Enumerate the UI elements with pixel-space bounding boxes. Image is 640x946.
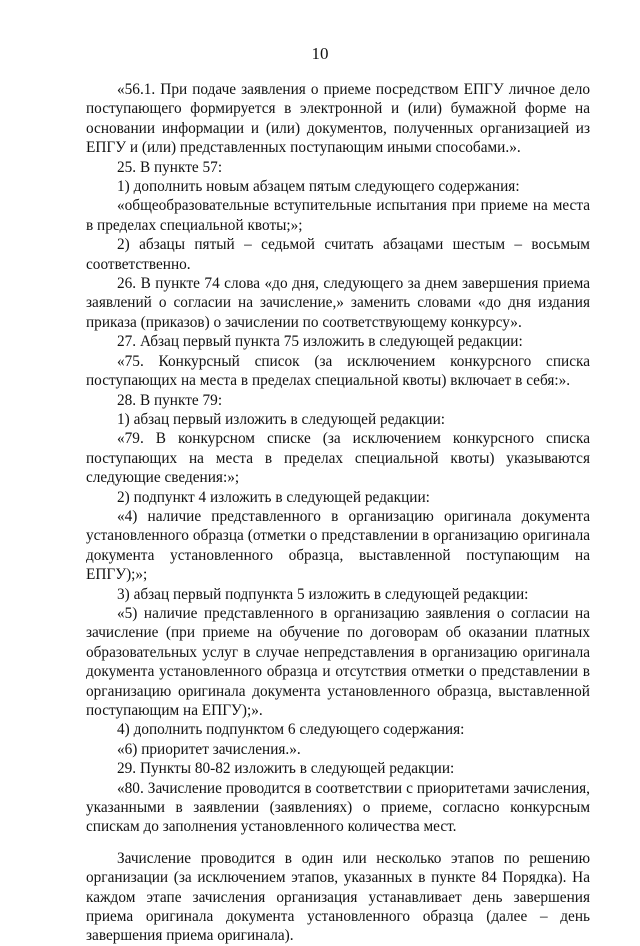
paragraph-28-quote-4: «4) наличие представленного в организацию оригинала документа установленного образца (отметки о представлении в организацию оригинала документа установленного образца, выставленной поступающим на ЕПГУ);»;	[86, 507, 590, 584]
paragraph-item-29: 29. Пункты 80-82 изложить в следующей редакции:	[117, 760, 455, 778]
paragraph-28-sub-1: 1) абзац первый изложить в следующей редакции:	[117, 410, 446, 428]
paragraph-item-25: 25. В пункте 57:	[117, 158, 223, 176]
paragraph-item-27: 27. Абзац первый пункта 75 изложить в следующей редакции:	[117, 333, 523, 351]
paragraph-25-sub-2: 2) абзацы пятый – седьмой считать абзацами шестым – восьмым соответственно.	[86, 236, 590, 273]
paragraph-28-sub-2: 2) подпункт 4 изложить в следующей редакции:	[117, 488, 430, 506]
paragraph-28-quote-5: «5) наличие представленного в организацию заявления о согласии на зачисление (при приеме на обучение по договорам об оказании платных образовательных услуг в случае непредставления в организацию оригинала документа установленного образца и отсутствия отметки о представлении в организацию оригинала документа установленного образца, выставленной поступающим на ЕПГУ);».	[86, 604, 590, 719]
paragraph-28-quote-79: «79. В конкурсном списке (за исключением конкурсного списка поступающих на места в пределах специальной квоты) указываются следующие сведения:»;	[86, 430, 590, 487]
paragraph-29-quote-80: «80. Зачисление проводится в соответствии с приоритетами зачисления, указанными в заявлении (заявлениях) о приеме, согласно конкурсным спискам до заполнения установленного количества мест.	[86, 779, 590, 836]
paragraph-29-stages: Зачисление проводится в один или несколько этапов по решению организации (за исключением этапов, указанных в пункте 84 Порядка). На каждом этапе зачисления организация устанавливает день завершения приема оригинала документа установленного образца (далее – день завершения приема оригинала).	[86, 849, 590, 945]
document-body	[86, 80, 590, 946]
paragraph-25-quote: «общеобразовательные вступительные испытания при приеме на места в пределах специальной квоты;»;	[86, 197, 590, 234]
paragraph-28-quote-6: «6) приоритет зачисления.».	[117, 740, 301, 758]
paragraph-28-sub-4: 4) дополнить подпунктом 6 следующего содержания:	[117, 721, 465, 739]
paragraph-27-quote: «75. Конкурсный список (за исключением конкурсного списка поступающих на места в пределах специальной квоты) включает в себя:».	[86, 352, 590, 390]
paragraph-25-sub-1: 1) дополнить новым абзацем пятым следующего содержания:	[117, 178, 520, 196]
paragraph-item-28: 28. В пункте 79:	[117, 391, 223, 409]
paragraph-56-1: «56.1. При подаче заявления о приеме посредством ЕПГУ личное дело поступающего формируется в электронной и (или) бумажной форме на основании информации и (или) документов, полученных организацией из ЕПГУ и (или) представленных поступающим иными способами.».	[86, 81, 590, 157]
paragraph-item-26: 26. В пункте 74 слова «до дня, следующего за днем завершения приема заявлений о согласии на зачисление,» заменить словами «до дня издания приказа (приказов) о зачислении по соответствующему конкурсу».	[86, 275, 590, 331]
page-number: 10	[311, 44, 329, 63]
paragraph-28-sub-3: 3) абзац первый подпункта 5 изложить в следующей редакции:	[117, 585, 529, 603]
